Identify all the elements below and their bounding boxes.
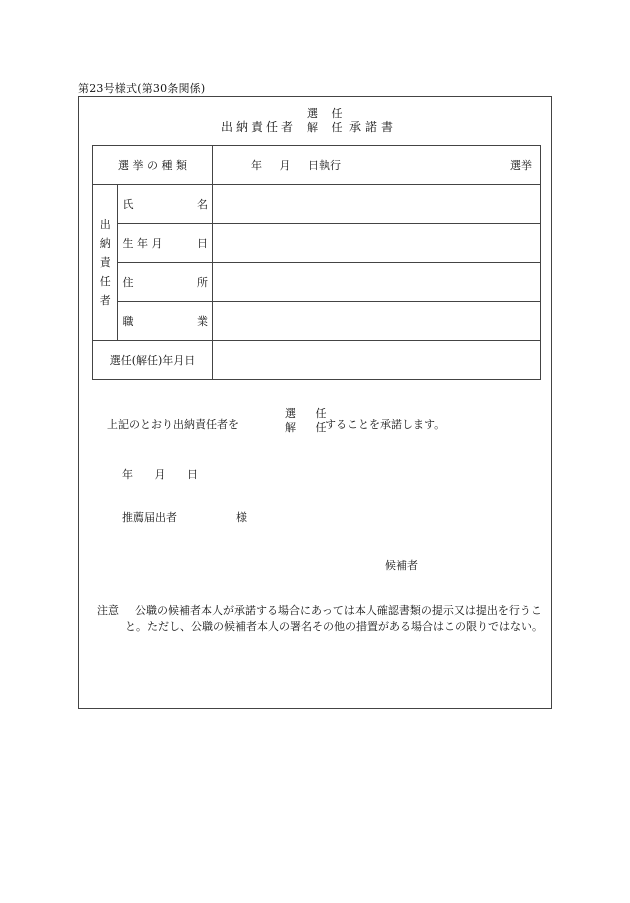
signature-date[interactable]: [122, 466, 198, 482]
title-suffix: 承諾書: [349, 120, 398, 134]
election-kind-label: 選 挙 の 種 類: [93, 146, 213, 185]
form-title: [79, 97, 551, 141]
statement-before: 上記のとおり出納責任者を: [107, 418, 239, 431]
date-day: 日: [187, 468, 198, 481]
occupation-label: 職 業: [118, 302, 213, 341]
address-label: 住 所: [118, 263, 213, 302]
treasurer-group-label: 出 納 責 任 者: [93, 185, 118, 341]
form-number-label: 第23号様式(第30条関係): [78, 82, 206, 95]
details-table: [92, 145, 541, 380]
kind-suffix: 選挙: [510, 159, 532, 172]
table-row-name: [93, 185, 541, 224]
table-row-appointment-date: [93, 341, 541, 380]
address-field[interactable]: [213, 263, 541, 302]
table-row-address: [93, 263, 541, 302]
date-month: 月: [154, 468, 166, 481]
name-label: 氏 名: [118, 185, 213, 224]
occupation-field[interactable]: [213, 302, 541, 341]
consent-statement: [107, 407, 527, 437]
appointment-date-field[interactable]: [213, 341, 541, 380]
recommender-label: 推薦届出者: [122, 511, 177, 524]
appointment-date-label: 選任(解任)年月日: [93, 341, 213, 380]
title-main: 出納責任者: [221, 120, 297, 134]
title-choice-stack: [307, 107, 348, 135]
note-label: 注意: [97, 604, 119, 617]
table-row-occupation: [93, 302, 541, 341]
table-row-election-kind: [93, 146, 541, 185]
statement-after: することを承諾します。: [325, 418, 446, 431]
kind-month: 月: [279, 159, 291, 172]
form-frame: [78, 96, 552, 709]
table-row-birthdate: [93, 224, 541, 263]
birthdate-field[interactable]: [213, 224, 541, 263]
kind-year: 年: [251, 159, 262, 172]
date-year: 年: [122, 468, 133, 481]
election-kind-value[interactable]: [213, 146, 541, 185]
recommender-suffix: 様: [236, 511, 247, 524]
statement-choice-appoint: 選 任: [285, 407, 335, 420]
candidate-label: 候補者: [385, 559, 418, 572]
note-text: 公職の候補者本人が承諾する場合にあっては本人確認書類の提示又は提出を行うこと。ただし、公職の候補者本人の署名その他の措置がある場合はこの限りではない。: [125, 604, 543, 633]
title-choice-dismiss: 解 任: [307, 121, 348, 134]
statement-choice-dismiss: 解 任: [285, 421, 335, 434]
birthdate-label: 生 年 月 日: [118, 224, 213, 263]
title-choice-appoint: 選 任: [307, 107, 348, 120]
kind-day: 日執行: [308, 159, 341, 172]
name-field[interactable]: [213, 185, 541, 224]
